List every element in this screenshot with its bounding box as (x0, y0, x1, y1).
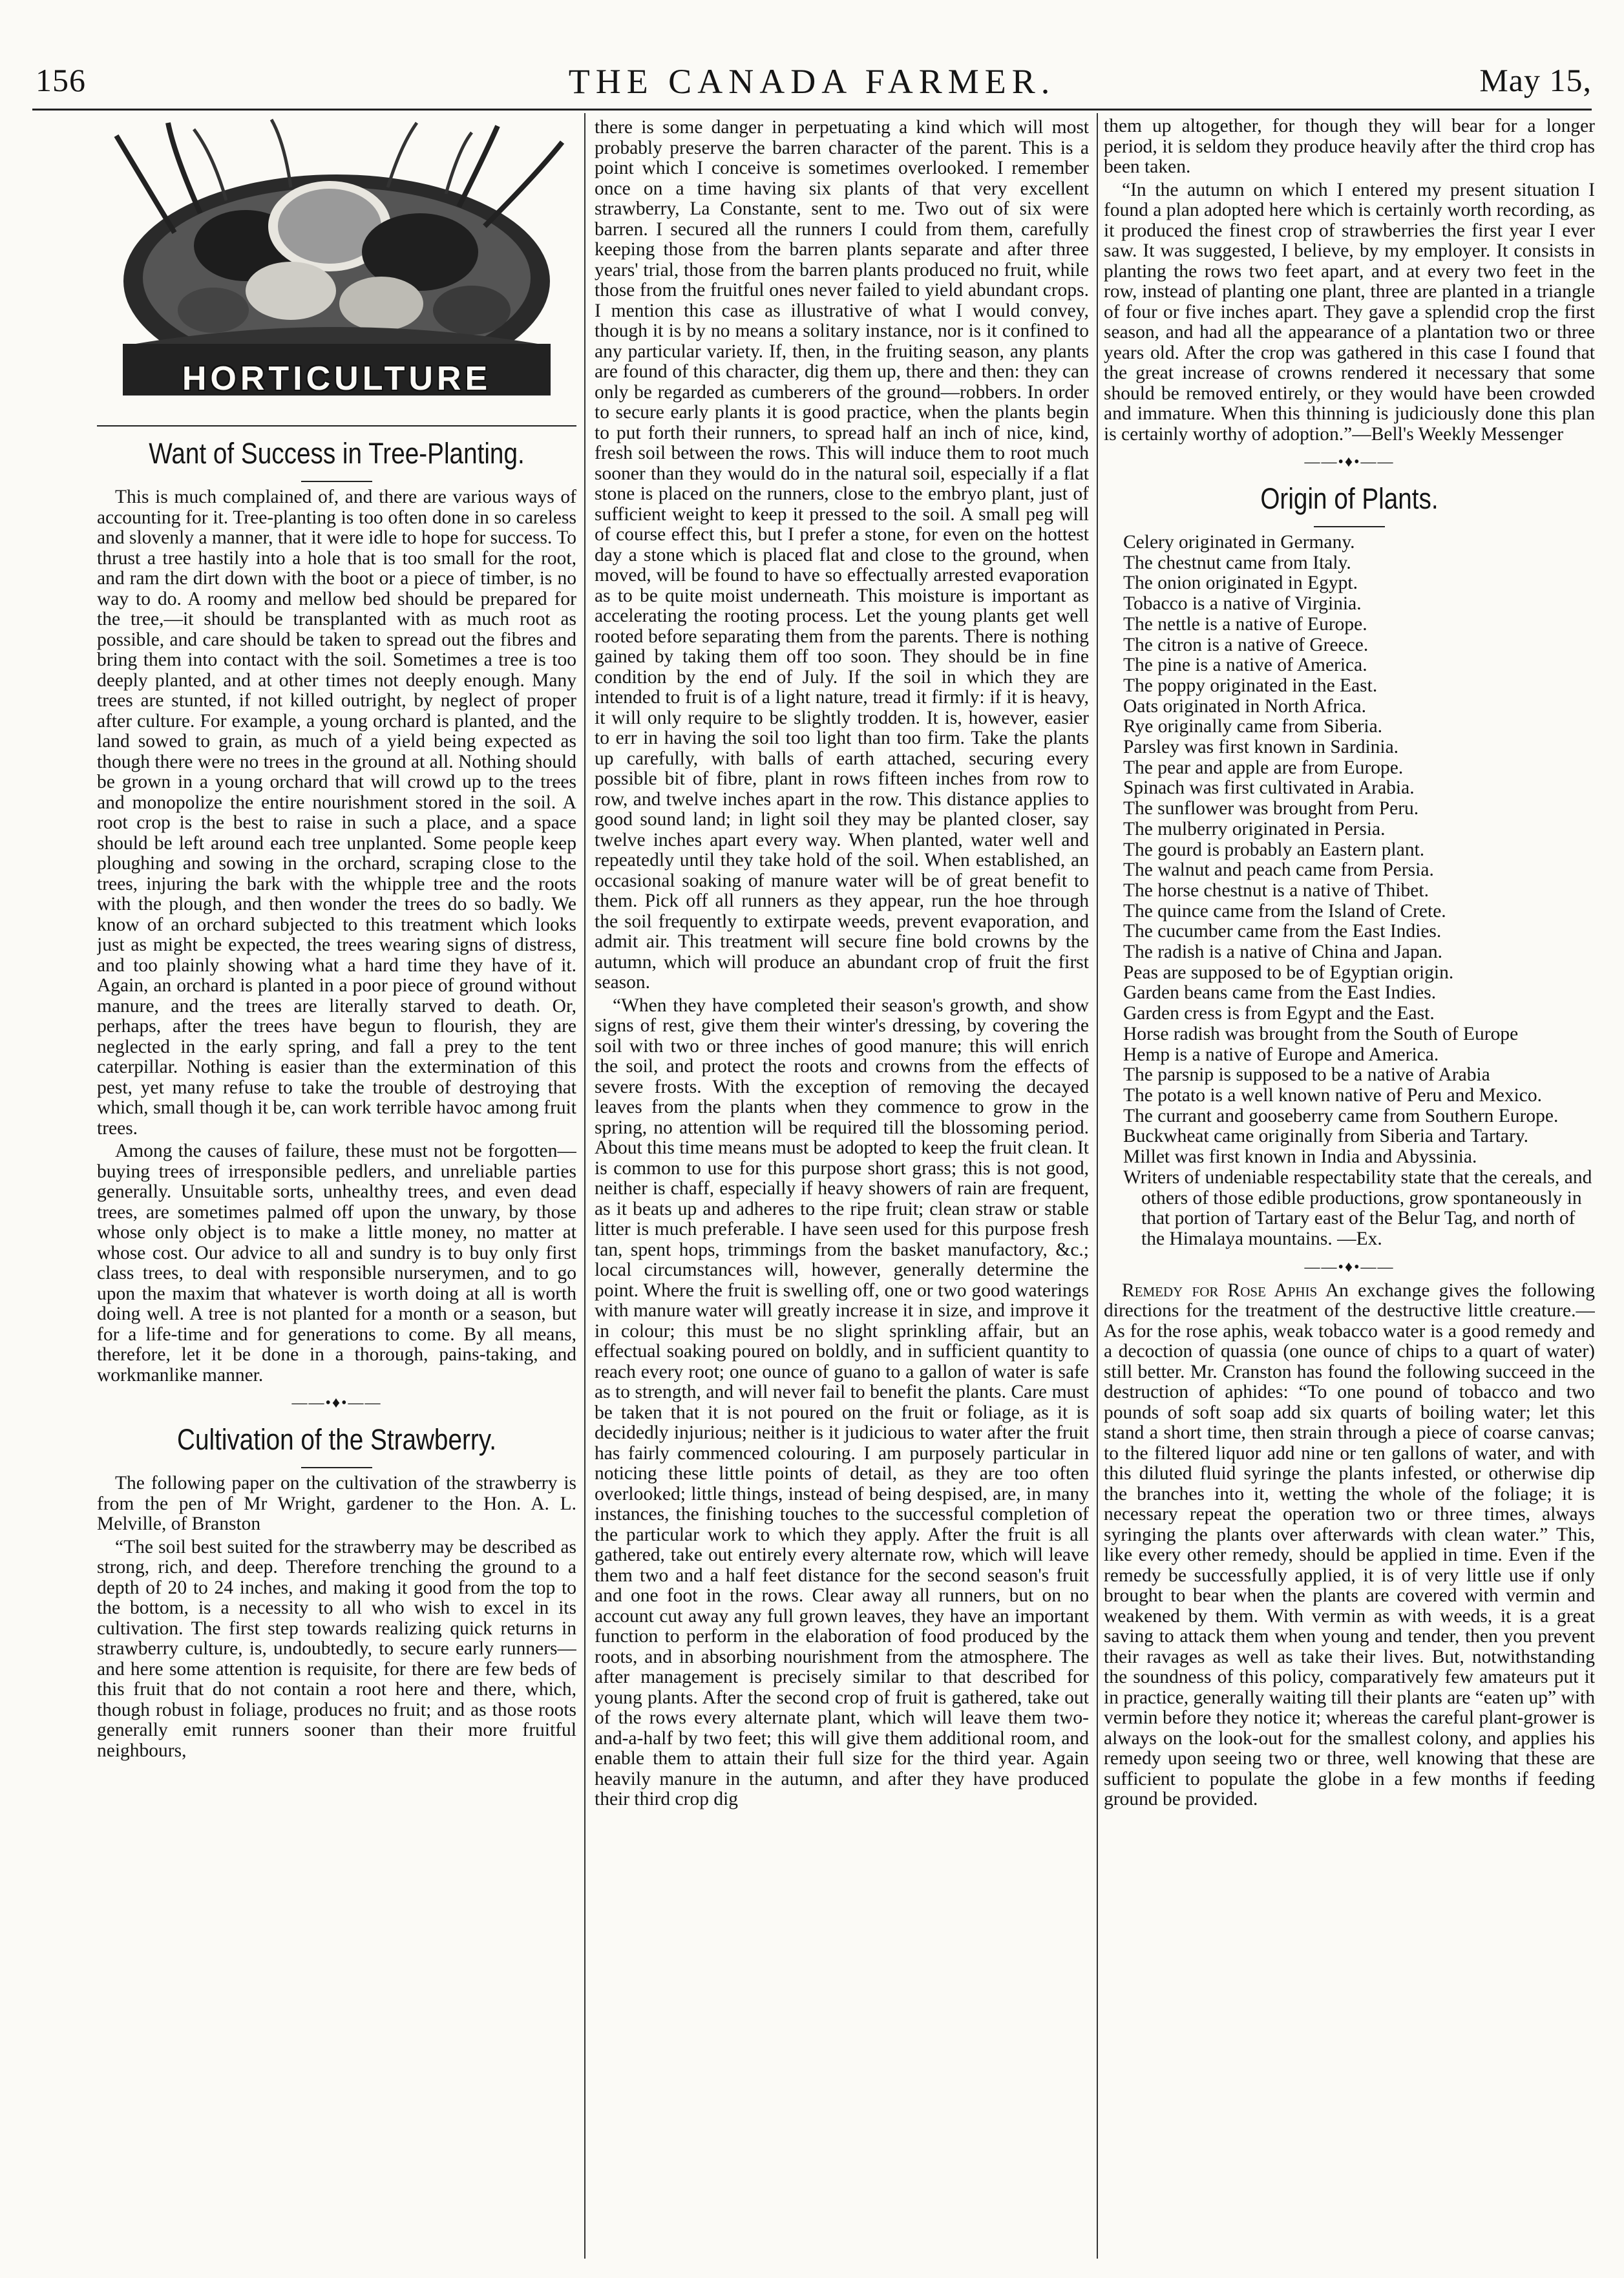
issue-date: May 15, (1479, 62, 1592, 98)
banner-label: HORTICULTURE (182, 360, 492, 397)
list-item: The currant and gooseberry came from Southern Europe. (1123, 1105, 1559, 1126)
list-item: Oats originated in North Africa. (1123, 695, 1367, 717)
header-rule (32, 109, 1592, 111)
paragraph: This is much complained of, and there are various ways of accounting for it. Tree-planting is too often done in so careless and slovenly a manner, that it were idle to hope for success. To thrust a tree hastily into a hole that is too small for the root, and ram the dirt down with the boot or a piece of timber, is no way to do. A roomy and mellow bed should be prepared for the tree,—it should be transplanted with as much root as possible, and care should be taken to spread out the fibres and bring them into contact with the soil. Sometimes a tree is too deeply planted, and at other times not deeply enough. Many trees are stunted, if not killed outright, by neglect of proper after culture. For example, a young orchard is planted, and the land sowed to grain, as much of a yield being expected as though there were no trees in the ground at all. Nothing should be grown in a young orchard that will crowd up to the trees and monopolize the entire nourishment stored in the soil. A root crop is the best to raise in such a place, and a space should be left around each tree unplanted. Some people keep ploughing and sowing in the orchard, scraping close to the trees, injuring the bark with the whipple tree and the roots with the plough, and then wonder the trees do so badly. We know of an orchard subjected to this treatment which looks just as might be expected, the trees wearing signs of distress, and too plainly showing what a hard time they have of it. Again, an orchard is planted in a poor piece of ground without manure, and the trees are literally starved to death. Or, perhaps, after the trees have begun to flourish, they are neglected in the early spring, and fall a prey to the tent caterpillar. Nothing is easier than the extermination of this pest, yet many refuse to take the trouble of destroying that which, small though it be, can work terrible havoc among fruit trees. (97, 487, 576, 1139)
list-item: Rye originally came from Siberia. (1123, 716, 1383, 737)
list-item: Buckwheat came originally from Siberia and Tartary. (1123, 1126, 1529, 1147)
title-rule (301, 1467, 372, 1468)
list-item: The horse chestnut is a native of Thibet. (1123, 880, 1429, 901)
paragraph: The following paper on the cultivation of the strawberry is from the pen of Mr Wright, gardener to the Hon. A. L. Melville, of Branston (97, 1473, 576, 1534)
title-rule (1314, 526, 1385, 527)
list-item: The quince came from the Island of Crete. (1123, 900, 1446, 922)
lead-in: Remedy for Rose Aphis (1122, 1280, 1318, 1301)
list-item: The potato is a well known native of Peru and Mexico. (1123, 1084, 1543, 1106)
column-1 (97, 116, 576, 1764)
column-divider-left (584, 113, 585, 2259)
list-item: The pear and apple are from Europe. (1123, 757, 1404, 778)
list-item: Celery originated in Germany. (1123, 532, 1355, 553)
plants-list (1104, 533, 1595, 1250)
paragraph: “The soil best suited for the strawberry may be described as strong, rich, and deep. Therefore trenching the ground to a depth of 20 to 24 inches, and making it good from the top to the bottom, is a necessity to all who wish to excel in its cultivation. The first step towards realizing quick returns in strawberry culture, is, undoubtedly, to secure early runners—and here some attention is requisite, for there are few beds of this fruit that do not contain a root here and there, which, though robust in foliage, produces no fruit; and as those roots generally emit runners sooner than their more fruitful neighbours, (97, 1536, 576, 1761)
section-ornament: ——•♦•—— (291, 1395, 382, 1411)
title-rule (301, 481, 372, 482)
list-item: Tobacco is a native of Virginia. (1123, 593, 1362, 615)
paragraph: there is some danger in perpetuating a kind which will most probably preserve the barren character of the parent. This is a point which I conceive is sometimes overlooked. I remember once on a time having six plants of that very excellent strawberry, La Constante, sent to me. Two out of six were barren. I secured all the runners I could from them, carefully keeping those from the barren plants separate and after three years' trial, those from the barren plants produced no fruit, while those from the fruitful ones never failed to yield abundant crops. I mention this case as illustrative of what I would convey, though it is by no means a solitary instance, nor is it confined to any particular variety. If, then, in the fruiting season, any plants are found of this character, dig them up, there and then: they can only be regarded as cumberers of the ground—robbers. In order to secure early plants it is good practice, when the plants begin to put forth their runners, to spread half an inch of nice, kind, fresh soil between the rows. This will induce them to root much sooner than they would do in the natural soil, especially if a flat stone is placed on the runners, close to the embryo plant, just of sufficient weight to keep it pressed to the soil. A small peg will of course effect this, but I prefer a stone, for even on the hottest day a stone which is placed flat and close to the ground, when moved, will be found to have so effectually arrested evaporation as to be quite moist underneath. This moisture is important as accelerating the rooting process. Let the young plants get well rooted before separating them from the parents. There is nothing gained by taking them off too soon. They should be in fine condition by the end of July. If the soil in which they are intended to fruit is of a light nature, tread it firmly: if it is heavy, it will only require to be slightly trodden. It is, however, easier to err in having the soil too light than too firm. Take the plants up carefully, with balls of earth attached, securing every possible bit of fibre, plant in rows fifteen inches from row to row, and twelve inches apart in the row. This distance applies to good sound land; in light soil they may be planted closer, say twelve inches apart every way. When planted, water well and repeatedly until they take hold of the soil. When established, an occasional soaking of manure water will be of great benefit to them. Pick off all runners as they appear, run the hoe through the soil frequently to extirpate weeds, prevent evaporation, and admit air. This treatment will secure fine bold crowns by the autumn, which will produce an abundant crop of fruit the first season. (595, 118, 1089, 993)
section-ornament: ——•♦•—— (1304, 454, 1395, 470)
list-item: The walnut and peach came from Persia. (1123, 860, 1434, 881)
list-item: The sunflower was brought from Peru. (1123, 798, 1419, 819)
banner-rule (97, 425, 576, 427)
paragraph: them up altogether, for though they will bear for a longer period, it is seldom they produce heavily after the third crop has been taken. (1104, 116, 1595, 177)
list-item: The nettle is a native of Europe. (1123, 613, 1367, 635)
list-item: Garden beans came from the East Indies. (1123, 982, 1437, 1004)
list-item: The citron is a native of Greece. (1123, 634, 1369, 655)
list-item: Millet was first known in India and Abyssinia. (1123, 1146, 1477, 1168)
paragraph: “In the autumn on which I entered my present situation I found a plan adopted here which is certainly worth recording, as it produced the finest crop of strawberries the first year I ever saw. It was suggested, I believe, by my employer. It consists in planting the rows two feet apart, and at every two feet in the row, instead of planting one plant, three are planted in a triangle of four or five inches apart. They gave a splendid crop the first season, and had all the appearance of a plantation two or three years old. After the crop was gathered in this case I found that the great increase of crowns rendered it necessary that some should be removed entirely, or they would have been crowded and immature. When this thinning is judiciously done this plan is certainly worthy of adoption.”—Bell's Weekly Messenger (1104, 179, 1595, 445)
list-item: The pine is a native of America. (1123, 655, 1367, 676)
list-item: Writers of undeniable respectability state that the cereals, and others of those edible productions, grow spontaneously in that portion of Tartary east of the Belur Tag, and north of the Himalaya mountains. —Ex. (1123, 1166, 1592, 1249)
article-title-origin-of-plants: Origin of Plants. (1260, 482, 1439, 515)
list-item: The gourd is probably an Eastern plant. (1123, 839, 1425, 860)
column-2 (595, 118, 1089, 1813)
list-item: Horse radish was brought from the South of Europe (1123, 1023, 1519, 1044)
paragraph: “When they have completed their season's growth, and show signs of rest, give them their winter's dressing, by covering the soil with two or three inches of good manure; this will enrich the soil, and protect the roots and crowns from the effects of severe frosts. With the exception of removing the decayed leaves from the plants when they commence to grow in the spring, no attention will be required till the blossoming period. About this time means must be adopted to keep the fruit clean. It is common to use for this purpose short grass; this is not good, neither is chaff, especially if heavy showers of rain are frequent, as it beats up and adheres to the ripe fruit; clean straw or stable litter is much preferable. I have seen used for this purpose fresh tan, spent hops, trimmings from the basket manufactory, &c.; local circumstances will, however, generally determine the point. Where the fruit is swelling off, one or two good waterings with manure water will greatly increase it in size, and improve it in colour; this must be no slight sprinkling affair, but an effectual soaking poured on boldly, and in sufficient quantity to reach every root; one ounce of guano to a gallon of water is safe as to strength, and will never fail to benefit the plants. Care must be taken that it is not poured on the fruit or foliage, as it is decidedly injurious; neither is it judicious to water after the fruit has fairly commenced colouring. I am purposely particular in noticing these little points of detail, as they are too often overlooked; little things, instead of being despised, are, in many instances, the finishing touches to the successful completion of the particular work to which they apply. After the fruit is all gathered, take out entirely every alternate row, which will leave them two and a half feet distance for the second season's fruit and one foot in the rows. Clear away all runners, but on no account cut away any full grown leaves, they have an important function to perform in the elaboration of food produced by the roots, and in absorbing nourishment from the atmosphere. The after management is precisely similar to that described for young plants. After the second crop of fruit is gathered, take out of the rows every alternate plant, which will leave them two-and-a-half by two feet; this will give them additional room, and enable them to attain their full size for the third year. Again heavily manure in the autumn, and after they have produced their third crop dig (595, 995, 1089, 1809)
list-item: The poppy originated in the East. (1123, 675, 1378, 696)
page-number: 156 (36, 62, 86, 98)
list-item: The cucumber came from the East Indies. (1123, 921, 1442, 942)
paragraph-body: An exchange gives the following directions for the treatment of the destructive little creature.—As for the rose aphis, weak tobacco water is a good remedy and a decoction of quassia (one ounce of chips to a quart of water) still better. Mr. Cranston has found the following succeed in the destruction of aphides: “To one pound of tobacco and two pounds of soft soap add six quarts of boiling water; let this stand a short time, then strain through a piece of coarse canvas; to the filtered liquor add nine or ten gallons of water, and with this diluted fluid syringe the plants infested, or otherwise dip the branches into it, wetting the whole of the foliage; it is necessary repeat the operation two or three times, always syringing the plants over afterwards with clean water.” This, like every other remedy, should be applied in time. Even if the remedy be successfully applied, it is of very little use if only brought to bear when the plants are covered with vermin and weakened by them. With vermin as with weeds, it is a great saving to attack them when young and tender, then you prevent their ravages as well as take their lives. But, notwithstanding the soundness of this policy, comparatively few amateurs put it in practice, generally waiting till their plants are “eaten up” with vermin before they notice it; whereas the careful plant-grower is always on the look-out for the smallest colony, and applies his remedy upon seeing two or three, well knowing that these are sufficient to populate the globe in a few months if feeding ground be provided. (1104, 1280, 1595, 1810)
list-item: Peas are supposed to be of Egyptian origin. (1123, 962, 1454, 983)
horticulture-banner (97, 116, 576, 420)
list-item: Hemp is a native of Europe and America. (1123, 1044, 1439, 1065)
list-item: The chestnut came from Italy. (1123, 552, 1351, 573)
paragraph: Among the causes of failure, these must not be forgotten—buying trees of irresponsible pedlers, and unreliable parties generally. Unsuitable sorts, unhealthy trees, and even dead trees, are sometimes palmed off upon the unwary, by those whose only object is to make a little money, no matter at whose cost. Our advice to all and sundry is to buy only first class trees, to deal with responsible nurserymen, and to go upon the maxim that whatever is worth doing at all is worth doing well. A tree is not planted for a month or a season, but for a life-time and for generations to come. By all means, therefore, let it be done in a thorough, pains-taking, and workmanlike manner. (97, 1141, 576, 1386)
list-item: The mulberry originated in Persia. (1123, 818, 1386, 839)
column-3 (1104, 116, 1595, 1813)
list-item: Parsley was first known in Sardinia. (1123, 737, 1399, 758)
paragraph-rose-aphis (1104, 1281, 1595, 1810)
list-item: The radish is a native of China and Japan. (1123, 942, 1442, 963)
list-item: The parsnip is supposed to be a native of Arabia (1123, 1064, 1490, 1086)
column-divider-right (1097, 113, 1098, 2259)
article-title-strawberry: Cultivation of the Strawberry. (176, 1423, 496, 1456)
section-ornament: ——•♦•—— (1304, 1258, 1395, 1276)
article-title-tree-planting: Want of Success in Tree-Planting. (149, 437, 525, 470)
list-item: The onion originated in Egypt. (1123, 573, 1358, 594)
masthead-title: THE CANADA FARMER. (568, 62, 1056, 101)
list-item: Garden cress is from Egypt and the East. (1123, 1003, 1435, 1024)
list-item: Spinach was first cultivated in Arabia. (1123, 777, 1415, 799)
